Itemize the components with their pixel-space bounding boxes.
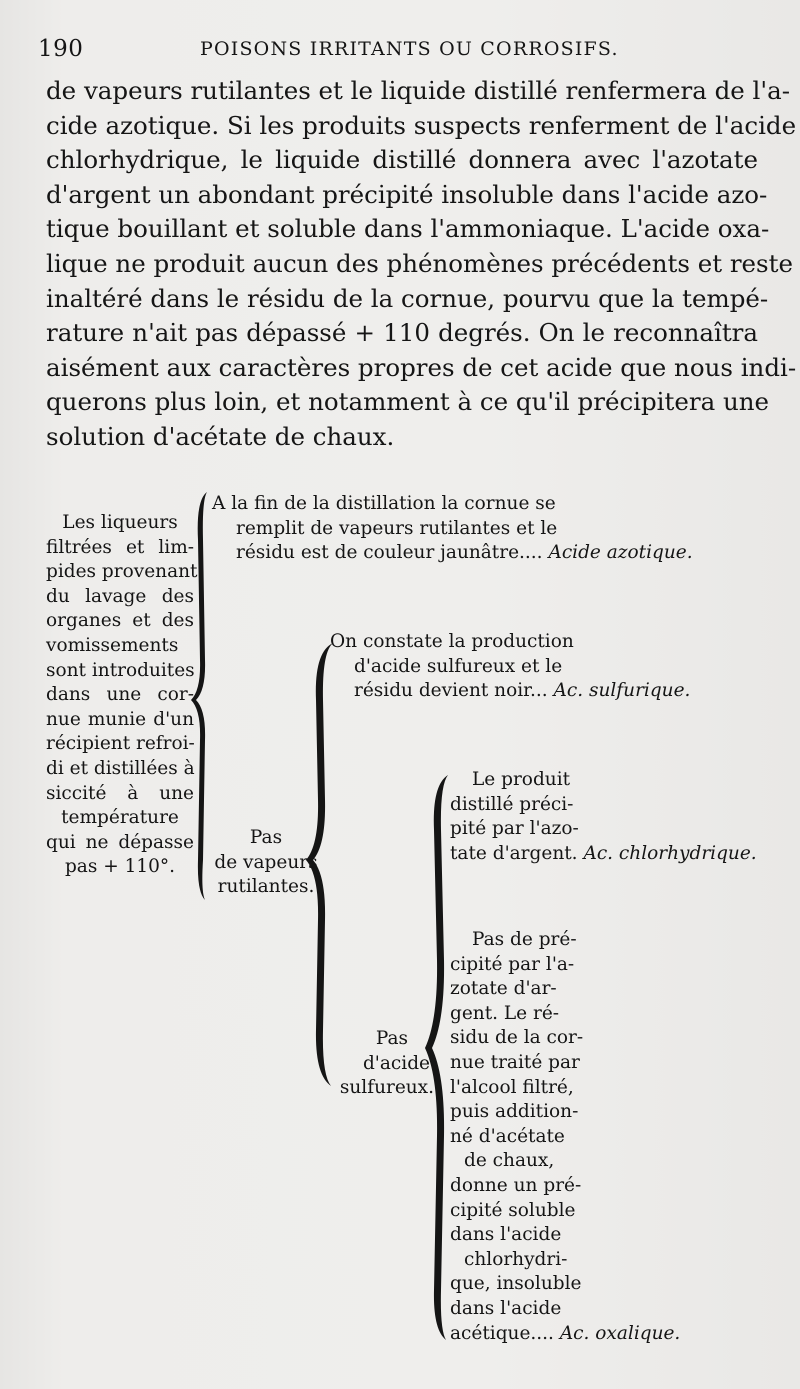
- leaf-2-line: de chaux,: [464, 1150, 555, 1172]
- leaf-2-line: que, insoluble: [450, 1273, 582, 1295]
- leaf-1-line: distillé préci-: [450, 793, 574, 815]
- leaf-2-line: zotate d'ar-: [450, 978, 557, 1000]
- left-column-line: sont introduites: [46, 659, 195, 681]
- branch-2a-line: [330, 679, 760, 704]
- left-column-line: vomissements: [46, 634, 179, 656]
- paragraph-line: aisément aux caractères propres de cet acide que nous indi-: [46, 352, 797, 382]
- left-column-line: température: [61, 807, 179, 829]
- branch-1-text: résidu est de couleur jaunâtre....: [236, 542, 543, 564]
- branch-1-line: remplit de vapeurs rutilantes et le: [236, 517, 558, 539]
- left-column-line: du lavage des: [46, 585, 194, 607]
- leaf-1: [450, 768, 760, 866]
- paragraph-line: solution d'acétate de chaux.: [46, 421, 395, 451]
- branch-2a-line: d'acide sulfureux et le: [354, 655, 563, 677]
- left-column-line: récipient refroi-: [46, 733, 195, 755]
- branch-2-label-line: rutilantes.: [217, 876, 315, 898]
- branch-2-label-line: de vapeurs: [214, 851, 318, 873]
- paragraph-line: lique ne produit aucun des phénomènes précédents et reste: [46, 248, 793, 278]
- leaf-2-line: donne un pré-: [450, 1174, 582, 1196]
- leaf-1-line: pité par l'azo-: [450, 818, 579, 840]
- branch-2a-text: résidu devient noir...: [354, 680, 548, 702]
- result-ac-sulfurique: Ac. sulfurique.: [553, 680, 691, 702]
- leaf-2-text: acétique....: [450, 1322, 554, 1344]
- left-column-line: filtrées et lim-: [46, 536, 194, 558]
- leaf-2-line: [450, 1322, 760, 1347]
- leaf-2-line: né d'acétate: [450, 1125, 565, 1147]
- leaf-1-line: Le produit: [472, 769, 571, 790]
- paragraph-line: cide azotique. Si les produits suspects renferment de l'acide: [46, 110, 797, 140]
- paragraph-line: de vapeurs rutilantes et le liquide distillé renfermera de l'a-: [46, 76, 791, 105]
- left-column-line: di et distillées à: [46, 757, 195, 779]
- branch-1-line: A la fin de la distillation la cornue se: [212, 493, 556, 514]
- table-left-column: [46, 511, 198, 880]
- running-title: POISONS IRRITANTS OU CORROSIFS.: [200, 38, 619, 60]
- leaf-2-line: cipité soluble: [450, 1199, 576, 1221]
- branch-1: [212, 492, 757, 566]
- leaf-1-line: [450, 842, 760, 867]
- left-column-line: qui ne dépasse: [46, 831, 194, 853]
- result-ac-chlorhydrique: Ac. chlorhydrique.: [583, 842, 757, 864]
- branch-2b-label-line: Pas: [375, 1028, 408, 1049]
- paragraph-line: d'argent un abondant précipité insoluble dans l'acide azo-: [46, 179, 768, 209]
- leaf-2-line: gent. Le ré-: [450, 1002, 560, 1024]
- leaf-2-line: chlorhydri-: [464, 1248, 568, 1270]
- leaf-2-line: nue traité par: [450, 1051, 580, 1073]
- paragraph-line: tique bouillant et soluble dans l'ammoniaque. L'acide oxa-: [46, 214, 770, 244]
- result-acide-azotique: Acide azotique.: [548, 542, 693, 564]
- left-column-line: organes et des: [46, 610, 194, 632]
- paragraph-line: inaltéré dans le résidu de la cornue, pourvu que la tempé-: [46, 283, 769, 313]
- paragraph-line: rature n'ait pas dépassé + 110 degrés. On le reconnaîtra: [46, 318, 758, 348]
- branch-2a-line: On constate la production: [330, 631, 574, 652]
- left-column-line: siccité à une: [46, 782, 194, 804]
- left-column-line: nue munie d'un: [46, 708, 194, 730]
- leaf-2: [450, 928, 760, 1346]
- left-column-line: dans une cor-: [46, 684, 194, 706]
- leaf-2-line: dans l'acide: [450, 1224, 562, 1246]
- branch-2a: [330, 630, 760, 704]
- leaf-2-line: sidu de la cor-: [450, 1027, 584, 1049]
- leaf-2-line: l'alcool filtré,: [450, 1076, 574, 1098]
- left-column-line: pas + 110°.: [64, 856, 176, 878]
- branch-2b-label-line: d'acide: [362, 1052, 430, 1074]
- leaf-1-text: tate d'argent.: [450, 842, 578, 864]
- branch-2b-label: [330, 1027, 434, 1101]
- result-ac-oxalique: Ac. oxalique.: [559, 1322, 681, 1344]
- branch-2b-label-line: sulfureux.: [339, 1077, 434, 1099]
- paragraph-line: chlorhydrique, le liquide distillé donnera avec l'azotate: [46, 145, 758, 175]
- branch-2-label: [214, 826, 318, 900]
- branch-2-label-line: Pas: [249, 827, 283, 848]
- leaf-2-line: puis addition-: [450, 1101, 579, 1123]
- left-column-line: pides provenant: [46, 561, 198, 583]
- left-column-line: Les liqueurs: [62, 512, 178, 533]
- paragraph-line: querons plus loin, et notamment à ce qu'il précipitera une: [46, 387, 770, 417]
- leaf-2-line: cipité par l'a-: [450, 953, 575, 975]
- branch-1-line: [212, 541, 757, 566]
- leaf-2-line: dans l'acide: [450, 1297, 562, 1319]
- page-number: 190: [38, 36, 84, 62]
- leaf-2-line: Pas de pré-: [472, 929, 577, 950]
